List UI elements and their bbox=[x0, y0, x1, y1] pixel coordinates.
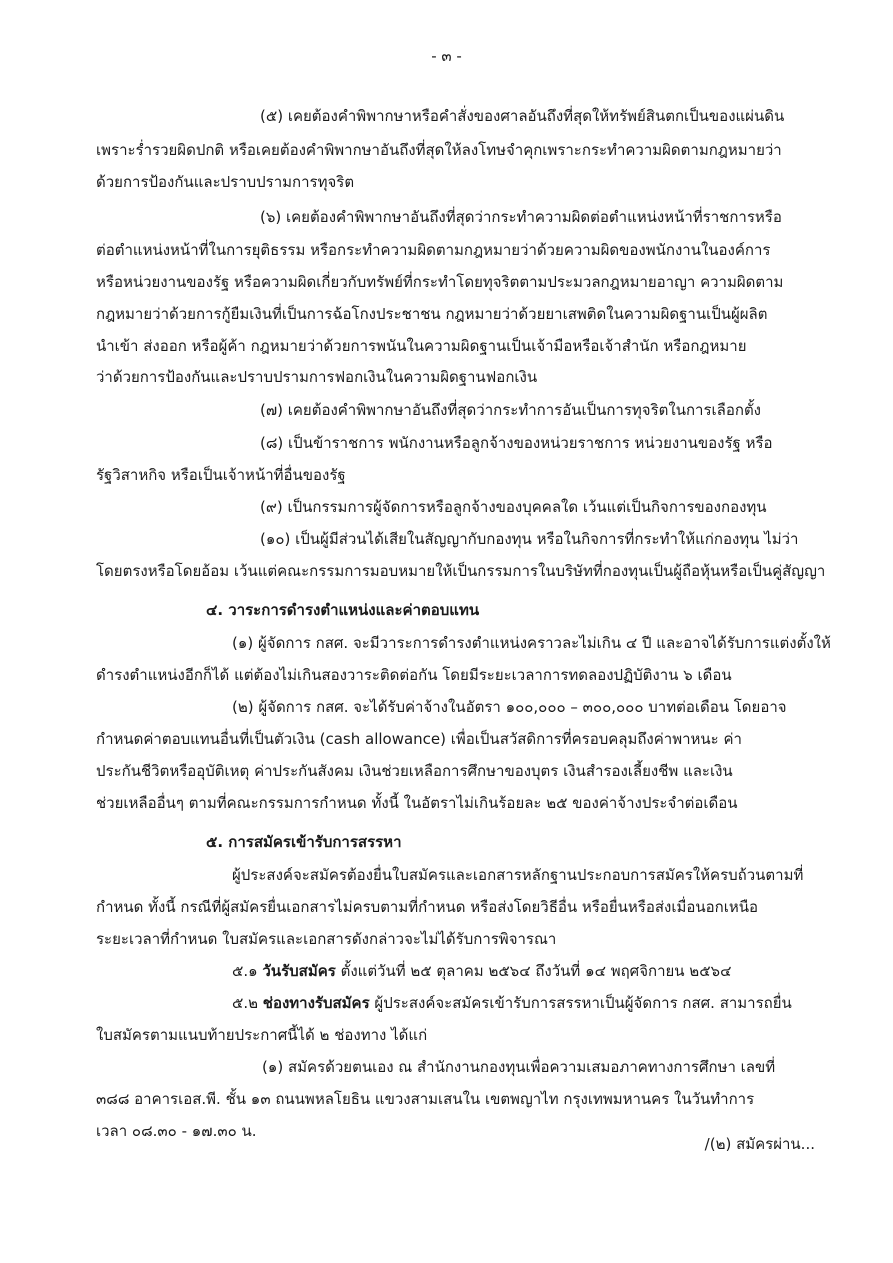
text-segment: ระยะเวลาที่กำหนด ใบสมัครและเอกสารดังกล่าวจะไม่ได้รับการพิจารณา bbox=[96, 930, 557, 948]
text-segment: (๙) เป็นกรรมการผู้จัดการหรือลูกจ้างของบุคคลใด เว้นแต่เป็นกิจการของกองทุน bbox=[260, 498, 767, 516]
text-line bbox=[96, 240, 770, 260]
text-line bbox=[96, 793, 738, 813]
text-line bbox=[232, 633, 831, 653]
text-segment: รัฐวิสาหกิจ หรือเป็นเจ้าหน้าที่อื่นของรัฐ bbox=[96, 466, 346, 484]
text-line bbox=[96, 897, 758, 917]
text-line bbox=[96, 929, 556, 949]
bold-text: ช่องทางรับสมัคร bbox=[262, 994, 370, 1012]
text-line bbox=[96, 729, 742, 749]
text-segment: โดยตรงหรือโดยอ้อม เว้นแต่คณะกรรมการมอบหมายให้เป็นกรรมการในบริษัทที่กองทุนเป็นผู้ถือหุ้นหรือเป็นคู่สัญญา bbox=[96, 562, 826, 580]
text-segment: (๑๐) เป็นผู้มีส่วนได้เสียในสัญญากับกองทุน หรือในกิจการที่กระทำให้แก่กองทุน ไม่ว่า bbox=[260, 530, 799, 548]
bold-text: ๕. การสมัครเข้ารับการสรรหา bbox=[206, 833, 402, 851]
text-segment: นำเข้า ส่งออก หรือผู้ค้า กฎหมายว่าด้วยการพนันในความผิดฐานเป็นเจ้ามือหรือเจ้าสำนัก หรือกฎหมาย bbox=[96, 337, 747, 355]
text-line bbox=[96, 172, 354, 192]
text-segment: ว่าด้วยการป้องกันและปราบปรามการฟอกเงินในความผิดฐานฟอกเงิน bbox=[96, 368, 538, 386]
text-line bbox=[96, 1089, 754, 1109]
text-segment: หรือหน่วยงานของรัฐ หรือความผิดเกี่ยวกับทรัพย์ที่กระทำโดยทุจริตตามประมวลกฎหมายอาญา ความผิดตาม bbox=[96, 273, 784, 291]
text-segment: กำหนด ทั้งนี้ กรณีที่ผู้สมัครยื่นเอกสารไม่ครบตามที่กำหนด หรือส่งโดยวิธีอื่น หรือยื่นหรือส่งเมื่อนอกเหนือ bbox=[96, 898, 758, 916]
text-line bbox=[260, 207, 782, 227]
text-line bbox=[96, 761, 733, 781]
text-segment: (๖) เคยต้องคำพิพากษาอันถึงที่สุดว่ากระทำความผิดต่อตำแหน่งหน้าที่ราชการหรือ bbox=[260, 208, 782, 226]
bold-text: ๔. วาระการดำรงตำแหน่งและค่าตอบแทน bbox=[206, 601, 480, 619]
text-line bbox=[96, 367, 537, 387]
text-segment: ประกันชีวิตหรืออุบัติเหตุ ค่าประกันสังคม เงินช่วยเหลือการศึกษาของบุตร เงินสำรองเลี้ยงชีพ และเงิน bbox=[96, 762, 733, 780]
text-segment: ผู้ประสงค์จะสมัครต้องยื่นใบสมัครและเอกสารหลักฐานประกอบการสมัครให้ครบถ้วนตามที่ bbox=[232, 866, 804, 884]
text-segment: ด้วยการป้องกันและปราบปรามการทุจริต bbox=[96, 173, 355, 191]
text-line bbox=[206, 600, 479, 620]
text-segment: (๕) เคยต้องคำพิพากษาหรือคำสั่งของศาลอันถึงที่สุดให้ทรัพย์สินตกเป็นของแผ่นดิน bbox=[260, 107, 785, 125]
text-segment: กำหนดค่าตอบแทนอื่นที่เป็นตัวเงิน (cash allowance) เพื่อเป็นสวัสดิการที่ครอบคลุมถึงค่าพาหนะ ค่า bbox=[96, 730, 742, 748]
text-line bbox=[96, 336, 747, 356]
text-segment: ๕.๒ bbox=[232, 994, 263, 1012]
text-segment: ๕.๑ bbox=[232, 962, 263, 980]
text-segment: ผู้ประสงค์จะสมัครเข้ารับการสรรหาเป็นผู้จัดการ กสศ. สามารถยื่น bbox=[369, 994, 792, 1012]
text-line bbox=[96, 140, 782, 160]
text-line bbox=[96, 465, 346, 485]
text-line bbox=[260, 400, 761, 420]
text-line bbox=[260, 497, 767, 517]
text-line bbox=[206, 832, 402, 852]
text-segment: (๗) เคยต้องคำพิพากษาอันถึงที่สุดว่ากระทำการอันเป็นการทุจริตในการเลือกตั้ง bbox=[260, 401, 762, 419]
text-line bbox=[96, 304, 768, 324]
text-line bbox=[232, 865, 803, 885]
text-line bbox=[232, 993, 792, 1013]
text-segment: ใบสมัครตามแนบท้ายประกาศนี้ได้ ๒ ช่องทาง ได้แก่ bbox=[96, 1026, 428, 1044]
text-segment: ช่วยเหลืออื่นๆ ตามที่คณะกรรมการกำหนด ทั้งนี้ ในอัตราไม่เกินร้อยละ ๒๕ ของค่าจ้างประจำต่อเดือน bbox=[96, 794, 738, 812]
bold-text: วันรับสมัคร bbox=[262, 962, 336, 980]
text-segment: เพราะร่ำรวยผิดปกติ หรือเคยต้องคำพิพากษาอันถึงที่สุดให้ลงโทษจำคุกเพราะกระทำความผิดตามกฎหมายว่า bbox=[96, 141, 782, 159]
text-segment: (๑) ผู้จัดการ กสศ. จะมีวาระการดำรงตำแหน่งคราวละไม่เกิน ๔ ปี และอาจได้รับการแต่งตั้งให้ bbox=[232, 634, 831, 652]
text-line bbox=[260, 106, 784, 126]
text-line bbox=[96, 665, 732, 685]
text-line bbox=[96, 272, 783, 292]
text-segment: (๘) เป็นข้าราชการ พนักงานหรือลูกจ้างของหน่วยราชการ หน่วยงานของรัฐ หรือ bbox=[260, 434, 773, 452]
text-line bbox=[260, 433, 773, 453]
text-segment: ๓๘๘ อาคารเอส.พี. ชั้น ๑๓ ถนนพหลโยธิน แขวงสามเสนใน เขตพญาไท กรุงเทพมหานคร ในวันทำการ bbox=[96, 1090, 755, 1108]
text-segment: เวลา ๐๘.๓๐ - ๑๗.๓๐ น. bbox=[96, 1122, 257, 1140]
text-line bbox=[262, 1057, 775, 1077]
text-line bbox=[232, 961, 731, 981]
text-line bbox=[96, 1025, 427, 1045]
continuation-note: /(๒) สมัครผ่าน... bbox=[704, 1135, 815, 1153]
text-segment: ต่อตำแหน่งหน้าที่ในการยุติธรรม หรือกระทำความผิดตามกฎหมายว่าด้วยความผิดของพนักงานในองค์การ bbox=[96, 241, 771, 259]
text-segment: กฎหมายว่าด้วยการกู้ยืมเงินที่เป็นการฉ้อโกงประชาชน กฎหมายว่าด้วยยาเสพติดในความผิดฐานเป็นผู้ผลิต bbox=[96, 305, 768, 323]
text-segment: ดำรงตำแหน่งอีกก็ได้ แต่ต้องไม่เกินสองวาระติดต่อกัน โดยมีระยะเวลาการทดลองปฏิบัติงาน ๖ เดือน bbox=[96, 666, 732, 684]
text-segment: ตั้งแต่วันที่ ๒๕ ตุลาคม ๒๕๖๔ ถึงวันที่ ๑๔ พฤศจิกายน ๒๕๖๔ bbox=[335, 962, 732, 980]
text-line bbox=[260, 529, 798, 549]
text-segment: (๑) สมัครด้วยตนเอง ณ สำนักงานกองทุนเพื่อความเสมอภาคทางการศึกษา เลขที่ bbox=[262, 1058, 776, 1076]
text-line bbox=[96, 561, 825, 581]
text-line bbox=[96, 1121, 257, 1141]
text-segment: (๒) ผู้จัดการ กสศ. จะได้รับค่าจ้างในอัตรา ๑๐๐,๐๐๐ – ๓๐๐,๐๐๐ บาทต่อเดือน โดยอาจ bbox=[232, 698, 787, 716]
text-line bbox=[232, 697, 787, 717]
page-number: - ๓ - bbox=[431, 47, 462, 65]
